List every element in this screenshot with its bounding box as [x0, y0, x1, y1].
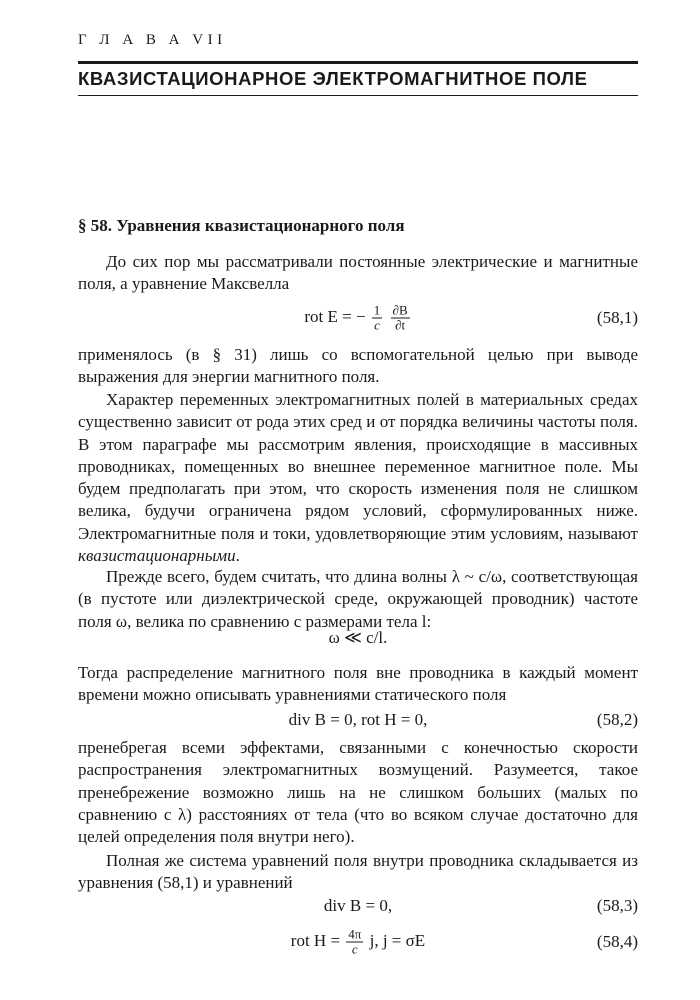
- section-title: § 58. Уравнения квазистационарного поля: [78, 216, 405, 235]
- fraction-numerator: ∂B: [392, 302, 408, 318]
- fraction-denominator: c: [351, 941, 358, 957]
- equation-formula: [78, 304, 638, 333]
- equation-58-1: [78, 298, 638, 338]
- paragraph-text: применялось (в § 31) лишь со вспомогательной целью при выводе выражения для энергии магнитного поля.: [78, 345, 638, 387]
- fraction-numerator: 4π: [348, 926, 362, 942]
- equation-number: (58,3): [596, 896, 638, 915]
- fraction-numerator: 1: [373, 302, 381, 318]
- equation-lhs: rot E = −: [304, 306, 366, 326]
- chapter-label: Г Л А В А VII: [78, 32, 227, 48]
- paragraph-text: [78, 389, 638, 567]
- equation-rhs: j, j = σE: [369, 930, 426, 950]
- equation-number: (58,2): [596, 710, 638, 729]
- paragraph-run: Характер переменных электромагнитных полей в материальных средах существенно зависит от рода этих сред и от порядка величины частоты поля. В этом параграфе мы рассмотрим явления, происходящие в массивных проводниках, помещенных во внешнее переменное магнитное поле. Мы будем предполагать при этом, что скорость изменения поля не слишком велика, будучи ограничена рядом условий, сформулированных ниже. Электромагнитные поля и токи, удовлетворяющие этим условиям, называют: [78, 390, 638, 543]
- paragraph-text: До сих пор мы рассматривали постоянные электрические и магнитные поля, а уравнение Максвелла: [78, 252, 638, 294]
- paragraph-6: [78, 737, 638, 848]
- equation-formula: div B = 0, rot H = 0,: [288, 710, 428, 729]
- paragraph-text: Прежде всего, будем считать, что длина волны λ ~ c/ω, соответствующая (в пустоте или диэлектрической среде, окружающей проводник) частоте поля ω, велика по сравнению с размерами тела l:: [78, 567, 638, 631]
- page: [78, 0, 638, 1000]
- fraction-denominator: ∂t: [395, 317, 406, 333]
- equation-58-4: [78, 922, 638, 962]
- paragraph-text: пренебрегая всеми эффектами, связанными с конечностью скорости распространения электромагнитных возмущений. Разумеется, такое пренебрежение возможно лишь на не слишком больших (малых по сравнению с λ) расстояниях от тела (что во всяком случае достаточно для целей определения поля внутри него).: [78, 738, 638, 847]
- equation-formula: [78, 928, 638, 957]
- condition-equation: [78, 621, 638, 655]
- paragraph-run: .: [235, 546, 240, 566]
- fraction: [346, 928, 363, 957]
- paragraph-2: [78, 344, 638, 389]
- equation-number: (58,1): [596, 308, 638, 327]
- paragraph-text: Полная же система уравнений поля внутри проводника складывается из уравнения (58,1) и уравнений: [78, 851, 638, 893]
- equation-58-2: [78, 700, 638, 740]
- fraction: [391, 304, 410, 333]
- equation-formula: div B = 0,: [323, 896, 393, 915]
- paragraph-text: Тогда распределение магнитного поля вне проводника в каждый момент времени можно описывать уравнениями статического поля: [78, 663, 638, 705]
- chapter-title: КВАЗИСТАЦИОНАРНОЕ ЭЛЕКТРОМАГНИТНОЕ ПОЛЕ: [78, 68, 588, 89]
- fraction: [372, 304, 383, 333]
- paragraph-3: [78, 389, 638, 567]
- equation-number: (58,4): [596, 932, 638, 951]
- header-rule-top: [78, 61, 638, 64]
- equation-lhs: rot H =: [290, 930, 341, 950]
- equation-formula: ω ≪ c/l.: [328, 628, 388, 647]
- emphasized-term: квазистационарными: [78, 546, 236, 566]
- equation-58-3: [78, 886, 638, 926]
- header-rule-bottom: [78, 95, 638, 96]
- paragraph-1: [78, 251, 638, 296]
- fraction-denominator: c: [374, 317, 380, 333]
